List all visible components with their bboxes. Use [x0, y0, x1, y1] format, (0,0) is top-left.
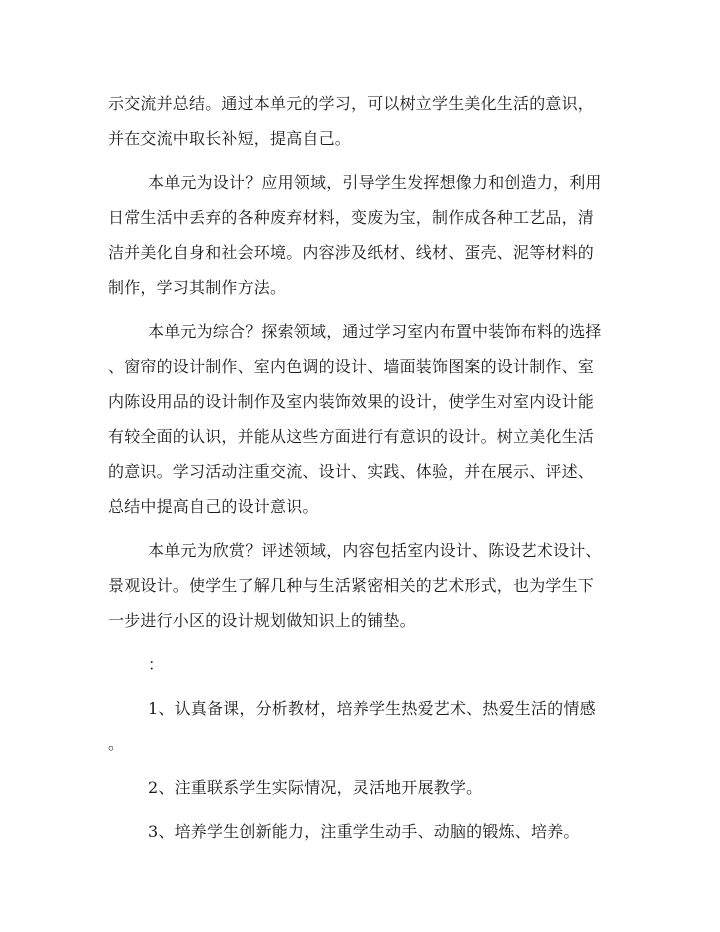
- text-line: 一步进行小区的设计规划做知识上的铺垫。: [108, 611, 416, 630]
- text-line: 制作，学习其制作方法。: [108, 278, 287, 297]
- text-line: 有较全面的认识，并能从这些方面进行有意识的设计。树立美化生活: [108, 427, 595, 446]
- text-line: 总结中提高自己的设计意识。: [108, 497, 319, 516]
- paragraph-start-appreciation: 本单元为欣赏？评述领域，内容包括室内设计、陈设艺术设计、: [148, 541, 602, 560]
- section-colon: ：: [148, 655, 165, 674]
- text-line: 景观设计。使学生了解几种与生活紧密相关的艺术形式，也为学生下: [108, 576, 595, 595]
- list-item-3: 3、培养学生创新能力，注重学生动手、动脑的锻炼、培养。: [148, 822, 580, 841]
- text-line: 洁并美化自身和社会环境。内容涉及纸材、线材、蛋壳、泥等材料的: [108, 243, 595, 262]
- text-line: 日常生活中丢弃的各种废弃材料，变废为宝，制作成各种工艺品，清: [108, 208, 595, 227]
- paragraph-start-design: 本单元为设计？应用领域，引导学生发挥想像力和创造力，利用: [148, 173, 602, 192]
- paragraph-start-comprehensive: 本单元为综合？探索领域，通过学习室内布置中装饰布料的选择: [148, 322, 602, 341]
- list-item-2: 2、注重联系学生实际情况，灵活地开展教学。: [148, 778, 483, 797]
- text-line: 示交流并总结。通过本单元的学习，可以树立学生美化生活的意识，: [108, 94, 595, 113]
- text-line: 、窗帘的设计制作、室内色调的设计、墙面装饰图案的设计制作、室: [108, 357, 595, 376]
- list-item-1-continuation: 。: [108, 734, 125, 753]
- text-line: 内陈设用品的设计制作及室内装饰效果的设计，使学生对室内设计能: [108, 392, 595, 411]
- text-line: 的意识。学习活动注重交流、设计、实践、体验，并在展示、评述、: [108, 462, 595, 481]
- list-item-1: 1、认真备课，分析教材，培养学生热爱艺术、热爱生活的情感: [148, 699, 596, 718]
- text-line: 并在交流中取长补短，提高自己。: [108, 129, 352, 148]
